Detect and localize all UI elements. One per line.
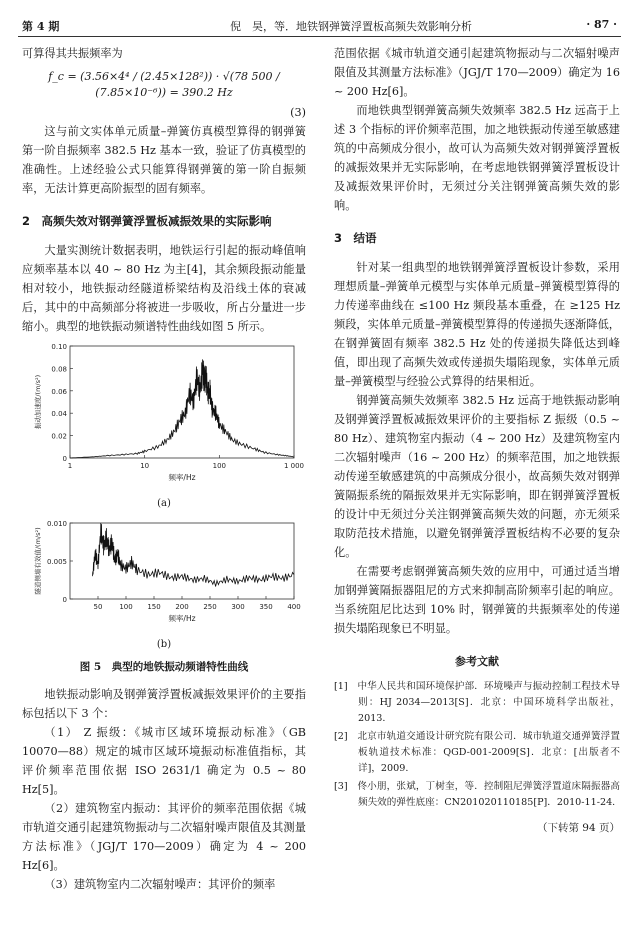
x-tick-label: 1 xyxy=(67,462,73,470)
paragraph: （2）建筑物室内振动：其评价的频率范围依据《城市轨道交通引起建筑物振动与二次辐射噪声限值及其测量方法标准》（JGJ/T 170—2009）确定为 4 ~ 200 Hz[6]。 xyxy=(22,802,306,872)
paragraph: 在需要考虑钢弹簧高频失效的应用中，可通过适当增加钢弹簧隔振器阻尼的方式来抑制高阶频率引起的响应。当系统阻尼比达到 10% 时，钢弹簧的共振频率处的传递损失塌陷现象已不明显。 xyxy=(334,565,620,635)
x-tick-label: 400 xyxy=(287,603,301,611)
y-tick-label: 0.04 xyxy=(51,410,67,419)
x-tick-label: 50 xyxy=(93,603,103,611)
page-header xyxy=(0,0,639,36)
plot-frame xyxy=(70,346,294,458)
x-axis-label: 频率/Hz xyxy=(168,614,196,623)
paragraph: 地铁振动影响及钢弹簧浮置板减振效果评价的主要指标包括以下 3 个： xyxy=(22,688,306,720)
y-tick-label: 0.10 xyxy=(51,343,67,351)
section-heading: 2 高频失效对钢弹簧浮置板减振效果的实际影响 xyxy=(22,214,272,228)
reference-item: [1] 中华人民共和国环境保护部．环境噪声与振动控制工程技术导则：HJ 2034—2013[S]．北京：中国环境科学出版社，2013. xyxy=(334,681,620,724)
left-column xyxy=(22,44,306,894)
running-title: 倪 昊，等．地铁钢弹簧浮置板高频失效影响分析 xyxy=(230,20,472,33)
y-tick-label: 0.005 xyxy=(46,558,67,566)
spectrum-line xyxy=(92,523,294,587)
paragraph: 范围依据《城市轨道交通引起建筑物振动与二次辐射噪声限值及其测量方法标准》（JGJ/T 170—2009）确定为 16 ~ 200 Hz[6]。 xyxy=(334,47,620,98)
spectrum-chart-a xyxy=(22,340,306,488)
paragraph: （3）建筑物室内二次辐射噪声：其评价的频率 xyxy=(44,878,276,891)
plot-frame xyxy=(70,523,294,599)
paragraph: 这与前文实体单元质量–弹簧仿真模型算得的钢弹簧第一阶自振频率 382.5 Hz 基本一致，验证了仿真模型的准确性。上述经验公式只能算得钢弹簧的第一阶自振频率，无法计算更高阶振型的固有频率。 xyxy=(22,125,306,195)
paragraph: 而地铁典型钢弹簧高频失效频率 382.5 Hz 远高于上述 3 个指标的评价频率范围，加之地铁振动传递至敏感建筑的中高频成分很小，故可认为高频失效对钢弹簧浮置板的减振效果并无实际影响，在考虑地铁钢弹簧浮置板设计及减振效果评价时，无须过分关注钢弹簧高频失效的影响。 xyxy=(334,104,620,212)
x-tick-label: 250 xyxy=(203,603,217,611)
spectrum-line xyxy=(70,359,294,458)
x-tick-label: 200 xyxy=(175,603,189,611)
paragraph: 大量实测统计数据表明，地铁运行引起的振动峰值响应频率基本以 40 ~ 80 Hz 为主[4]，其余频段振动能量相对较小，地铁振动经隧道桥梁结构及沿线土体的衰减后，其中的中高频部分将被进一步吸收，所占分量进一步缩小。典型的地铁振动频谱特性曲线如图 5 所示。 xyxy=(22,244,306,333)
paragraph: 针对某一组典型的地铁钢弹簧浮置板设计参数，采用理想质量–弹簧单元模型与实体单元质量–弹簧模型算得的力传递率曲线在 ≤100 Hz 频段基本重叠，在 ≥125 Hz 频段，实体单元质量–弹簧模型算得的传递损失逐渐降低，在钢弹簧固有频率 382.5 Hz 处的传递损失降低达到峰值，即出现了高频失效或传递损失塌陷现象，实体单元质量–弹簧模型与经验公式算得的结果相近。 xyxy=(334,261,620,388)
right-column xyxy=(334,44,620,838)
issue-number: 第 4 期 xyxy=(22,20,60,33)
x-tick-label: 100 xyxy=(212,462,227,470)
equation-number: (3) xyxy=(290,106,306,119)
y-tick-label: 0 xyxy=(62,455,67,463)
x-axis-label: 频率/Hz xyxy=(168,473,196,482)
y-tick-label: 0 xyxy=(62,596,67,604)
header-rule xyxy=(18,36,621,37)
formula: f_c = (3.56×4⁴ / (2.45×128²)) · √(78 500 / (7.85×10⁻⁶)) = 390.2 Hz xyxy=(48,70,280,99)
figure-5a xyxy=(22,340,306,513)
figure-5b xyxy=(22,517,306,654)
subfigure-label-a: (a) xyxy=(157,498,171,509)
y-axis-label: 隧道侧墙有效值/(m/s²) xyxy=(34,527,42,595)
y-tick-label: 0.08 xyxy=(51,365,67,374)
y-tick-label: 0.02 xyxy=(51,432,67,441)
x-tick-label: 300 xyxy=(231,603,245,611)
spectrum-chart-b xyxy=(22,517,306,629)
x-tick-label: 1 000 xyxy=(283,462,305,470)
continued-note: （下转第 94 页） xyxy=(536,822,620,834)
subfigure-label-b: (b) xyxy=(156,639,172,650)
x-tick-label: 150 xyxy=(147,603,161,611)
paragraph: （1） Z 振级：《城市区域环境振动标准》（GB 10070—88）规定的城市区域环境振动标准值指标，其评价频率范围依据 ISO 2631/1 确定为 0.5 ~ 80 Hz[5]。 xyxy=(22,726,306,796)
y-tick-label: 0.010 xyxy=(46,520,67,528)
y-axis-label: 振动加速度/(m/s²) xyxy=(34,374,42,430)
paragraph: 钢弹簧高频失效频率 382.5 Hz 远高于地铁振动影响及钢弹簧浮置板减振效果评价的主要指标 Z 振级（0.5 ~ 80 Hz）、建筑物室内振动（4 ~ 200 Hz）及建筑物室内二次辐射噪声（16 ~ 200 Hz）的频率范围，加之地铁振动传递至敏感建筑的中高频成分很小，故高频失效对钢弹簧隔振系统的隔振效果并无实际影响，即在钢弹簧浮置板的设计中无须过分关注钢弹簧高频失效的问题，亦无须采取防范技术措施，以避免钢弹簧浮置板结构不必要的复杂化。 xyxy=(334,394,620,559)
formula-intro: 可算得其共振频率为 xyxy=(22,47,123,60)
reference-item: [3] 佟小朋，张斌，丁树奎，等．控制阻尼弹簧浮置道床隔振器高频失效的弹性底座：CN201020110185[P]．2010-11-24. xyxy=(334,781,620,808)
page-number: · 87 · xyxy=(586,18,617,31)
x-tick-label: 10 xyxy=(140,462,150,470)
x-tick-label: 350 xyxy=(259,603,273,611)
figure-caption: 图 5 典型的地铁振动频谱特性曲线 xyxy=(79,661,249,673)
reference-item: [2] 北京市轨道交通设计研究院有限公司．城市轨道交通弹簧浮置板轨道技术标准：QGD-001-2009[S]．北京：[出版者不详]，2009. xyxy=(334,731,620,774)
section-heading: 3 结语 xyxy=(334,231,377,245)
x-tick-label: 100 xyxy=(119,603,133,611)
references-heading: 参考文献 xyxy=(455,655,499,668)
y-tick-label: 0.06 xyxy=(51,387,67,396)
